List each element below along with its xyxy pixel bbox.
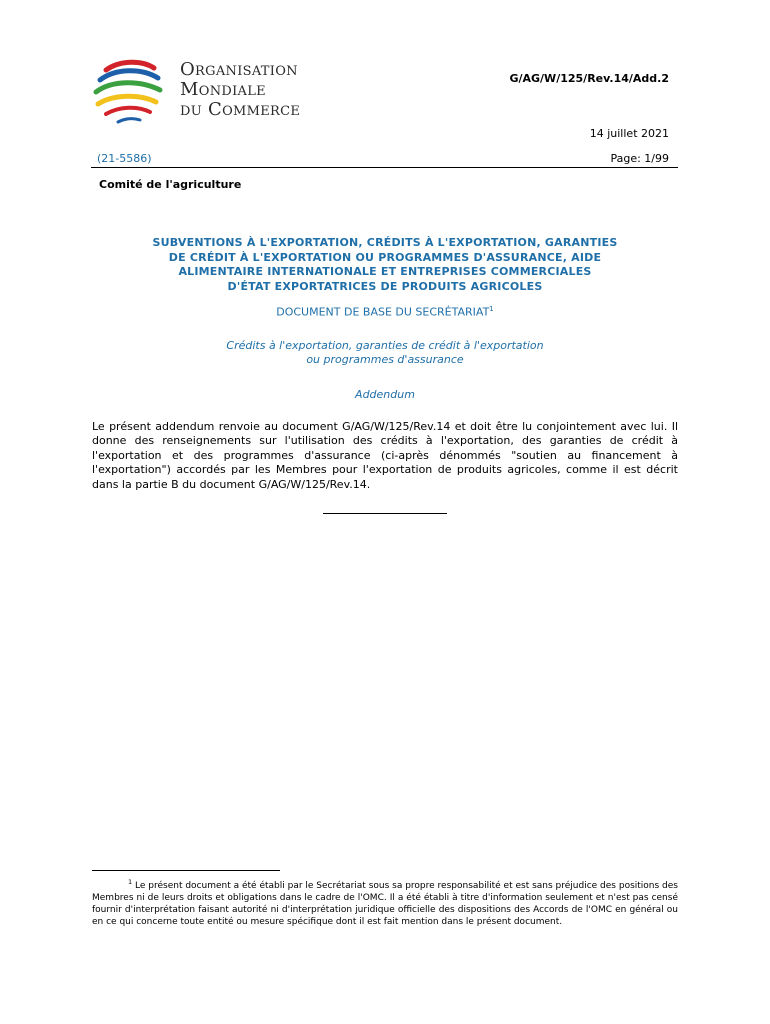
subject-line: ou programmes d'assurance bbox=[306, 353, 464, 366]
document-date: 14 juillet 2021 bbox=[589, 127, 669, 140]
committee-name: Comité de l'agriculture bbox=[99, 178, 242, 191]
title-line: D'ÉTAT EXPORTATRICES DE PRODUITS AGRICOLES bbox=[227, 279, 543, 293]
subtitle-text: DOCUMENT DE BASE DU SECRÉTARIAT bbox=[276, 305, 490, 319]
title-line: SUBVENTIONS À L'EXPORTATION, CRÉDITS À L'EXPORTATION, GARANTIES bbox=[152, 236, 618, 249]
footnote-mark: 1 bbox=[128, 878, 133, 886]
document-symbol: G/AG/W/125/Rev.14/Add.2 bbox=[509, 72, 669, 85]
org-name-line2: Mondiale bbox=[180, 79, 266, 100]
document-title bbox=[92, 236, 678, 294]
body-paragraph: Le présent addendum renvoie au document G/AG/W/125/Rev.14 et doit être lu conjointement avec lui. Il donne des renseignements sur l'utilisation des crédits à l'exportation, des garanties de crédit à l'exportation et des programmes d'assurance (ci-après dénommés "soutien au financement à l'exportation") accordés par les Membres pour l'exportation de produits agricoles, comme il est décrit dans la partie B du document G/AG/W/125/Rev.14. bbox=[92, 420, 678, 491]
footnote-divider bbox=[92, 870, 280, 871]
end-divider bbox=[323, 513, 447, 514]
footnote-reference: 1 bbox=[489, 305, 494, 313]
wto-emblem-icon bbox=[90, 56, 172, 128]
document-reference: (21-5586) bbox=[97, 152, 152, 165]
page-number: Page: 1/99 bbox=[610, 152, 669, 165]
organisation-name bbox=[180, 60, 300, 120]
header-divider bbox=[91, 167, 678, 168]
footnote bbox=[92, 876, 678, 928]
org-name-line3: du Commerce bbox=[180, 99, 301, 120]
footnote-text: Le présent document a été établi par le Secrétariat sous sa propre responsabilité et est sans préjudice des positions des Membres ni de leurs droits et obligations dans le cadre de l'OMC. Il a été établi à titre d'information seulement et n'est pas censé fournir d'interprétation faisant autorité ni d'interprétation juridique officielle des dispositions des Accords de l'OMC en général ou en ce qui concerne toute entité ou mesure spécifique dont il est fait mention dans le présent document. bbox=[92, 881, 678, 927]
subject-line: Crédits à l'exportation, garanties de crédit à l'exportation bbox=[226, 339, 544, 352]
wto-logo bbox=[90, 56, 350, 128]
document-subtitle bbox=[92, 305, 678, 319]
title-line: DE CRÉDIT À L'EXPORTATION OU PROGRAMMES D'ASSURANCE, AIDE bbox=[168, 250, 602, 264]
title-line: ALIMENTAIRE INTERNATIONALE ET ENTREPRISES COMMERCIALES bbox=[178, 265, 592, 278]
org-name-line1: Organisation bbox=[180, 59, 298, 80]
addendum-label: Addendum bbox=[355, 388, 415, 401]
document-subject bbox=[92, 339, 678, 367]
